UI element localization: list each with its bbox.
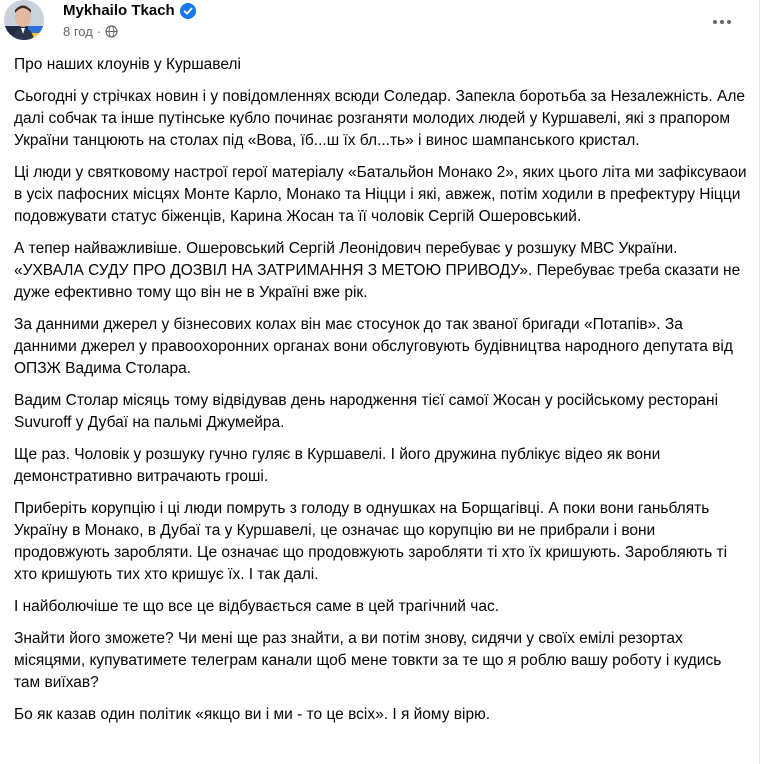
post-paragraph: Знайти його зможете? Чи мені ще раз знайти, а ви потім знову, сидячи у своїх емілі резортах місяцями, купуватимете телеграм канали щоб мене товкти за те що я роблю вашу роботу і кудись там виїхав? [14, 630, 722, 691]
post-paragraph: Ще раз. Чоловік у розшуку гучно гуляє в Куршавелі. І його дружина публікує відео як вони демонстративно витрачають гроші. [14, 446, 661, 485]
post-paragraph: Бо як казав один політик «якщо ви і ми - то це всіх». І я йому вірю. [14, 706, 491, 723]
post-timestamp[interactable]: 8 год [63, 24, 93, 39]
author-avatar[interactable] [4, 0, 44, 40]
author-name-row [63, 2, 196, 19]
more-options-icon [713, 20, 717, 24]
post-paragraph: Вадим Столар місяць тому відвідував день народження тієї самої Жосан у російському ресторані Suvuroff у Дубаї на пальмі Джумейра. [14, 392, 719, 431]
post-paragraph: Сьогодні у стрічках новин і у повідомленнях всюди Соледар. Запекла боротьба за Незалежність. Але далі собчак та інше путінське кубло починає розганяти молодих людей у Куршавелі, які з прапором України танцюють на столах під «Вова, їб...ш їх бл...ть» і винос шампанського кристал. [14, 88, 746, 149]
post-paragraph: А тепер найважливіше. Ошеровський Сергій Леонідович перебуває у розшуку МВС України. «УХВАЛА СУДУ ПРО ДОЗВІЛ НА ЗАТРИМАННЯ З МЕТОЮ ПРИВОДУ». Перебуває треба сказати не дуже ефективно тому що він не в Україні вже рік. [14, 240, 741, 301]
post-paragraph: За данними джерел у бізнесових колах він має стосунок до так званої бригади «Потапів». За данними джерел у правоохоронних органах вони обслуговують будівництва народного депутата від ОПЗЖ Вадима Столара. [14, 316, 733, 377]
avatar-photo [4, 0, 44, 40]
globe-icon [105, 25, 118, 38]
more-options-dot [727, 20, 731, 24]
meta-separator: · [96, 24, 102, 39]
more-options-button[interactable] [704, 4, 740, 40]
author-name[interactable]: Mykhailo Tkach [63, 2, 175, 19]
post-paragraph: І найболючіше те що все це відбувається саме в цей трагічний час. [14, 598, 499, 615]
post-body [14, 54, 749, 736]
post-meta [63, 24, 118, 39]
post-paragraph: Про наших клоунів у Куршавелі [14, 56, 241, 73]
more-options-dot [720, 20, 724, 24]
post-paragraph: Ці люди у святковому настрої герої матеріалу «Батальйон Монако 2», яких цього літа ми зафіксуваои в усіх пафосних місцях Монте Карло, Монако та Ніцци і які, авжеж, потім ходили в префектуру Ніцци подовжувати статус біженців, Карина Жосан та її чоловік Сергій Ошеровський. [14, 164, 747, 225]
post-paragraph: Приберіть корупцію і ці люди помруть з голоду в однушках на Борщагівці. А поки вони ганьблять Україну в Монако, в Дубаї та у Куршавелі, це означає що корупцію ви не прибрали і вони продовжують заробляти. Це означає що продовжують заробляти ті хто їх кришують. Заробляють ті хто кришують тих хто кришує їх. І так далі. [14, 500, 728, 583]
verified-badge-icon [180, 3, 196, 19]
post-header [0, 0, 760, 50]
